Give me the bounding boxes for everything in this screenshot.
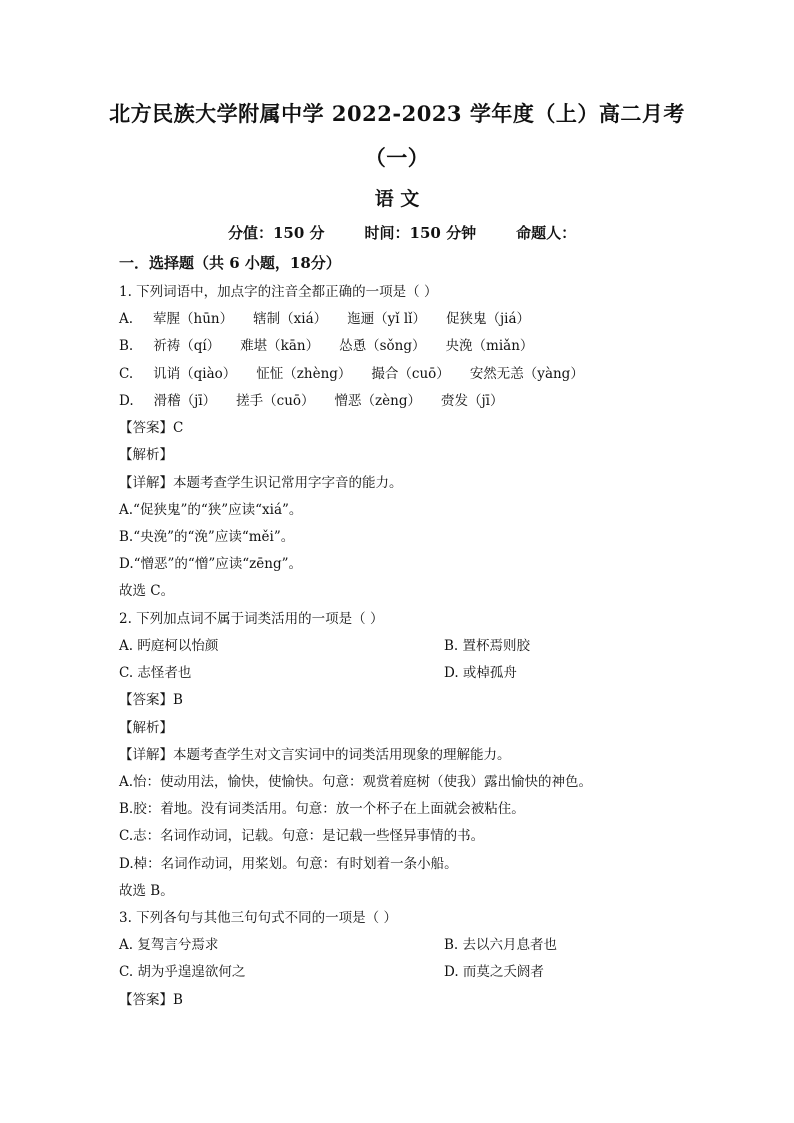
author-info: 命题人： [516, 224, 577, 242]
q2-answer: 【答案】B [119, 692, 183, 708]
score-info: 分值：150 分 [228, 224, 325, 242]
q1-option-a: A. 荤腥（hūn） 辖制（xiá） 迤逦（yǐ lǐ） 促狭鬼（jiá） [119, 311, 531, 327]
q2-option-c: C. 志怪者也 [119, 665, 192, 681]
q1-answer: 【答案】C [119, 420, 184, 436]
q3-answer: 【答案】B [119, 992, 183, 1008]
q2-detail: 【详解】本题考查学生对文言实词中的词类活用现象的理解能力。 [119, 747, 511, 763]
q1-explain-a: A.“促狭鬼”的“狭”应读“xiá”。 [119, 502, 303, 518]
q1-option-d: D. 滑稽（jī） 搓手（cuō） 憎恶（zèng） 赍发（jī） [119, 393, 504, 409]
question-1-stem: 1. 下列词语中，加点字的注音全都正确的一项是（ ） [119, 284, 438, 300]
q2-option-a: A. 眄庭柯以怡颜 [119, 638, 219, 654]
q1-option-c: C. 讥诮（qiào） 怔怔（zhèng） 撮合（cuō） 安然无恙（yàng） [119, 366, 584, 382]
q3-option-d: D. 而莫之夭阏者 [444, 964, 544, 980]
q3-option-b: B. 去以六月息者也 [444, 937, 558, 953]
q2-option-d: D. 或棹孤舟 [444, 665, 517, 681]
q2-explain-b: B.胶：着地。没有词类活用。句意：放一个杯子在上面就会被粘住。 [119, 801, 525, 817]
subject-title: 语 文 [374, 188, 420, 210]
q2-explain-d: D.棹：名词作动词，用桨划。句意：有时划着一条小船。 [119, 856, 458, 872]
q1-option-b: B. 祈祷（qí） 难堪（kān） 怂恿（sǒng） 央浼（miǎn） [119, 338, 534, 354]
section-heading: 一．选择题（共 6 小题，18分） [119, 254, 341, 272]
q2-explain-c: C.志：名词作动词，记载。句意：是记载一些怪异事情的书。 [119, 828, 485, 844]
time-info: 时间：150 分钟 [364, 224, 477, 242]
q1-analysis: 【解析】 [119, 447, 173, 463]
q1-explain-d: D.“憎恶”的“憎”应读“zēng”。 [119, 556, 302, 572]
q1-detail: 【详解】本题考查学生识记常用字字音的能力。 [119, 475, 403, 491]
q3-option-c: C. 胡为乎遑遑欲何之 [119, 964, 246, 980]
q2-analysis: 【解析】 [119, 720, 173, 736]
question-3-stem: 3. 下列各句与其他三句句式不同的一项是（ ） [119, 910, 397, 926]
exam-meta [228, 222, 576, 243]
exam-title-line2: （一） [364, 145, 430, 170]
q2-conclusion: 故选 B。 [119, 883, 174, 899]
q1-conclusion: 故选 C。 [119, 583, 175, 599]
q2-explain-a: A.怡：使动用法，愉快，使愉快。句意：观赏着庭树（使我）露出愉快的神色。 [119, 774, 593, 790]
q3-option-a: A. 复驾言兮焉求 [119, 937, 219, 953]
q2-option-b: B. 置杯焉则胶 [444, 638, 531, 654]
question-2-stem: 2. 下列加点词不属于词类活用的一项是（ ） [119, 611, 384, 627]
exam-title-line1: 北方民族大学附属中学 2022-2023 学年度（上）高二月考 [109, 101, 685, 126]
q1-explain-b: B.“央浼”的“浼”应读“měi”。 [119, 529, 295, 545]
